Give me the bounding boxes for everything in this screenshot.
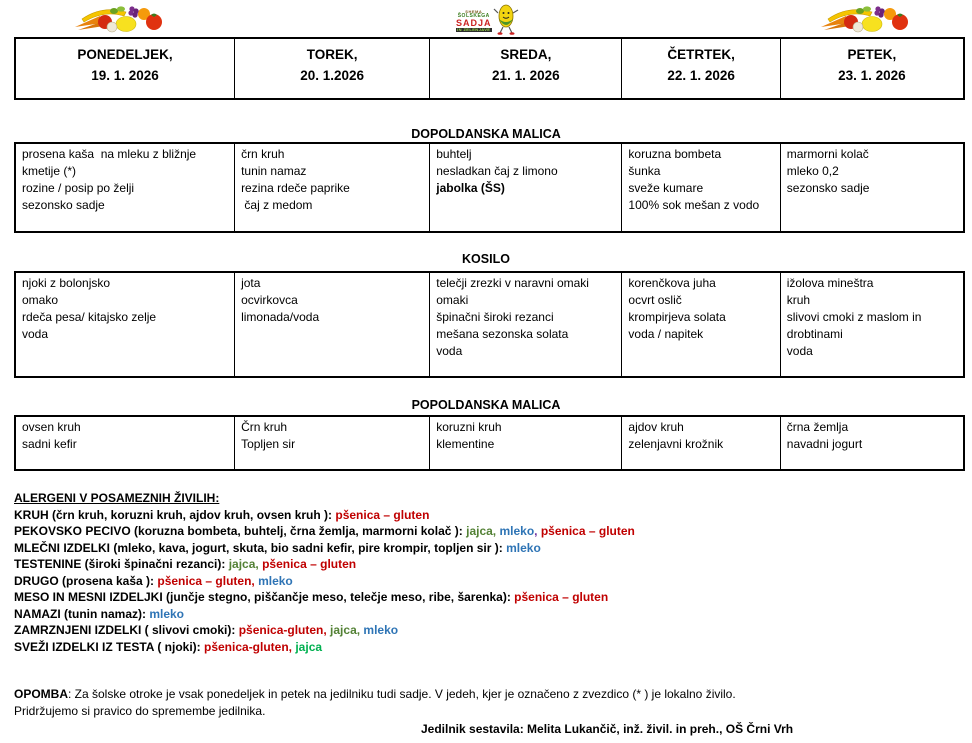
allergen-line: [14, 639, 972, 656]
note-label: OPOMBA: [14, 687, 68, 701]
allergen-segment: SVEŽI IZDELKI IZ TESTA ( njoki):: [14, 639, 204, 654]
allergen-segment: mleko: [360, 623, 399, 637]
kosilo-table: [14, 271, 965, 378]
menu-item-line: prosena kaša na mleku z bližnje: [22, 147, 197, 161]
menu-cell: [621, 273, 779, 376]
allergens-block: [14, 490, 972, 655]
allergen-line: [14, 622, 972, 639]
menu-cell: [429, 144, 621, 231]
day-date: 23. 1. 2026: [838, 68, 906, 83]
menu-item-line: ovsen kruh: [22, 420, 81, 434]
menu-item-line: rezina rdeče paprike: [241, 181, 350, 195]
menu-item-line: krompirjeva solata: [628, 310, 726, 324]
menu-item-line: čaj z medom: [241, 198, 313, 212]
day-date: 22. 1. 2026: [667, 68, 735, 83]
allergen-segment: mleko: [496, 524, 535, 538]
fruit-basket-icon: [74, 3, 162, 38]
menu-cell: [621, 144, 779, 231]
allergen-segment: pšenica-gluten,: [204, 639, 293, 654]
menu-cell: [234, 273, 429, 376]
day-header-cell: [429, 39, 621, 98]
menu-item-line: klementine: [436, 437, 495, 451]
menu-item-line: črna žemlja: [786, 420, 849, 434]
day-name: TOREK,: [306, 47, 358, 62]
menu-item-line: zelenjavni krožnik: [628, 437, 724, 451]
menu-item-line: ocvrt oslič: [628, 293, 682, 307]
menu-item-line: ocvirkovca: [241, 293, 298, 307]
menu-item-line: sezonsko sadje: [786, 181, 870, 195]
allergens-heading: ALERGENI V POSAMEZNIH ŽIVILIH:: [14, 491, 220, 505]
menu-item-bold: jabolka (ŠS): [436, 181, 505, 195]
menu-item-line: voda: [786, 344, 813, 358]
menu-item-line: koruzni kruh: [436, 420, 502, 434]
menu-item-line: sveže kumare: [628, 181, 704, 195]
menu-item-line: jota: [241, 276, 261, 290]
allergen-segment: DRUGO (prosena kaša ):: [14, 573, 158, 588]
menu-cell: [780, 144, 963, 231]
menu-item-line: slivovi cmoki z maslom in: [786, 310, 922, 324]
allergen-line: [14, 523, 972, 540]
menu-cell: [16, 417, 234, 469]
menu-cell: [234, 144, 429, 231]
day-name: SREDA,: [500, 47, 552, 62]
menu-item-line: 100% sok mešan z vodo: [628, 198, 760, 212]
menu-item-line: voda: [436, 344, 463, 358]
menu-item-line: kmetije (*): [22, 164, 77, 178]
allergen-segment: MLEČNI IZDELKI (mleko, kava, jogurt, skuta, bio sadni kefir, pire krompir, topljen sir ):: [14, 540, 507, 555]
day-header-table: [14, 37, 965, 100]
note-line1: [14, 686, 972, 703]
allergen-segment: TESTENINE (široki špinačni rezanci):: [14, 557, 229, 571]
menu-cell: [429, 417, 621, 469]
menu-cell: [780, 417, 963, 469]
menu-cell: [621, 417, 779, 469]
allergen-segment: ,: [534, 524, 538, 538]
signature-line: Jedilnik sestavila: Melita Lukančič, inž. živil. in preh., OŠ Črni Vrh: [421, 722, 794, 736]
menu-item-line: mešana sezonska solata: [436, 327, 569, 341]
menu-item-line: omaki: [436, 293, 469, 307]
allergen-segment: ZAMRZNJENI IZDELKI ( slivovi cmoki):: [14, 623, 239, 637]
day-date: 21. 1. 2026: [492, 68, 560, 83]
dopoldanska-malica-table: [14, 142, 965, 233]
day-header-cell: [780, 39, 963, 98]
allergen-line: [14, 589, 972, 606]
menu-item-line: kruh: [786, 293, 811, 307]
menu-item-line: drobtinami: [786, 327, 843, 341]
school-fruit-scheme-logo: [456, 1, 519, 40]
allergen-segment: mleko: [254, 573, 293, 588]
scheme-text-line4: IN ZELENJAVE: [457, 26, 491, 32]
menu-item-line: tunin namaz: [241, 164, 307, 178]
day-name: ČETRTEK,: [667, 47, 735, 62]
allergen-segment: mleko: [149, 606, 185, 621]
allergen-line: [14, 556, 972, 573]
note-text: : Za šolske otroke je vsak ponedeljek in petek na jedilniku tudi sadje. V jedeh, kjer je označeno z zvezdico (* ) je lokalno živilo.: [68, 687, 736, 701]
menu-item-line: koruzna bombeta: [628, 147, 722, 161]
menu-item-line: omako: [22, 293, 59, 307]
menu-item-line: telečji zrezki v naravni omaki: [436, 276, 589, 290]
menu-item-line: črn kruh: [241, 147, 285, 161]
menu-item-line: rozine / posip po želji: [22, 181, 135, 195]
popoldanska-malica-table: [14, 415, 965, 471]
menu-item-line: [436, 180, 615, 197]
section-title-dopoldanska-malica: DOPOLDANSKA MALICA: [411, 127, 561, 141]
menu-cell: [234, 417, 429, 469]
allergen-segment: pšenica – gluten: [514, 590, 609, 604]
fruit-basket-icon: [820, 3, 908, 38]
menu-item-line: nesladkan čaj z limono: [436, 164, 558, 178]
menu-item-line: korenčkova juha: [628, 276, 716, 290]
allergen-segment: jajca,: [466, 524, 497, 538]
allergen-line: [14, 540, 972, 557]
logo-row: [0, 0, 972, 37]
menu-item-line: navadni jogurt: [786, 437, 863, 451]
menu-item-line: njoki z bolonjsko: [22, 276, 111, 290]
day-name: PETEK,: [847, 47, 897, 62]
menu-cell: [429, 273, 621, 376]
section-title-popoldanska-malica: POPOLDANSKA MALICA: [411, 398, 561, 412]
menu-item-line: ajdov kruh: [628, 420, 684, 434]
allergen-segment: pšenica – gluten: [335, 507, 430, 522]
day-date: 19. 1. 2026: [91, 68, 159, 83]
menu-item-line: sezonsko sadje: [22, 198, 105, 212]
day-date: 20. 1.2026: [300, 68, 365, 83]
corn-mascot-icon: [493, 1, 519, 40]
menu-cell: [16, 273, 234, 376]
allergen-segment: pšenica – gluten,: [157, 573, 255, 588]
menu-item-line: sadni kefir: [22, 437, 77, 451]
allergen-segment: pšenica – gluten: [258, 557, 357, 571]
menu-item-line: Črn kruh: [241, 420, 288, 434]
allergen-segment: pšenica-gluten,: [238, 623, 327, 637]
scheme-logo-text: [456, 10, 492, 32]
day-name: PONEDELJEK,: [77, 47, 173, 62]
menu-item-line: ižolova mineštra: [786, 276, 874, 290]
menu-cell: [780, 273, 963, 376]
menu-item-line: Topljen sir: [241, 437, 296, 451]
note-line2: Pridržujemo si pravico do spremembe jedilnika.: [14, 703, 266, 718]
menu-item-line: rdeča pesa/ kitajsko zelje: [22, 310, 157, 324]
menu-item-line: špinačni široki rezanci: [436, 310, 554, 324]
allergen-line: [14, 573, 972, 590]
allergen-segment: jajca: [292, 639, 323, 654]
menu-item-line: šunka: [628, 164, 661, 178]
allergen-segment: jajca,: [326, 623, 361, 637]
menu-item-line: voda: [22, 327, 49, 341]
allergen-segment: PEKOVSKO PECIVO (koruzna bombeta, buhtelj, črna žemlja, marmorni kolač ):: [14, 524, 467, 538]
menu-item-line: limonada/voda: [241, 310, 320, 324]
menu-item-line: buhtelj: [436, 147, 472, 161]
allergen-segment: NAMAZI (tunin namaz):: [14, 606, 150, 621]
day-header-cell: [16, 39, 234, 98]
allergen-segment: mleko: [506, 540, 541, 555]
scheme-text-line3: SADJA: [456, 17, 492, 28]
allergen-segment: MESO IN MESNI IZDELJKI (junčje stegno, piščančje meso, telečje meso, ribe, šarenka):: [14, 590, 515, 604]
allergen-line: [14, 606, 972, 623]
menu-item-line: voda / napitek: [628, 327, 704, 341]
menu-cell: [16, 144, 234, 231]
menu-item-line: mleko 0,2: [786, 164, 839, 178]
scheme-text-line2: ŠOLSKEGA: [457, 12, 490, 19]
allergen-line: [14, 507, 972, 524]
day-header-cell: [234, 39, 429, 98]
menu-item-line: marmorni kolač: [786, 147, 869, 161]
day-header-cell: [621, 39, 779, 98]
allergen-segment: pšenica – gluten: [537, 524, 635, 538]
allergen-segment: KRUH (črn kruh, koruzni kruh, ajdov kruh, ovsen kruh ):: [14, 507, 336, 522]
footer-note: [14, 686, 972, 738]
allergen-segment: jajca,: [228, 557, 259, 571]
section-title-kosilo: KOSILO: [462, 252, 510, 266]
scheme-text-line1: SHEMA: [465, 8, 483, 14]
